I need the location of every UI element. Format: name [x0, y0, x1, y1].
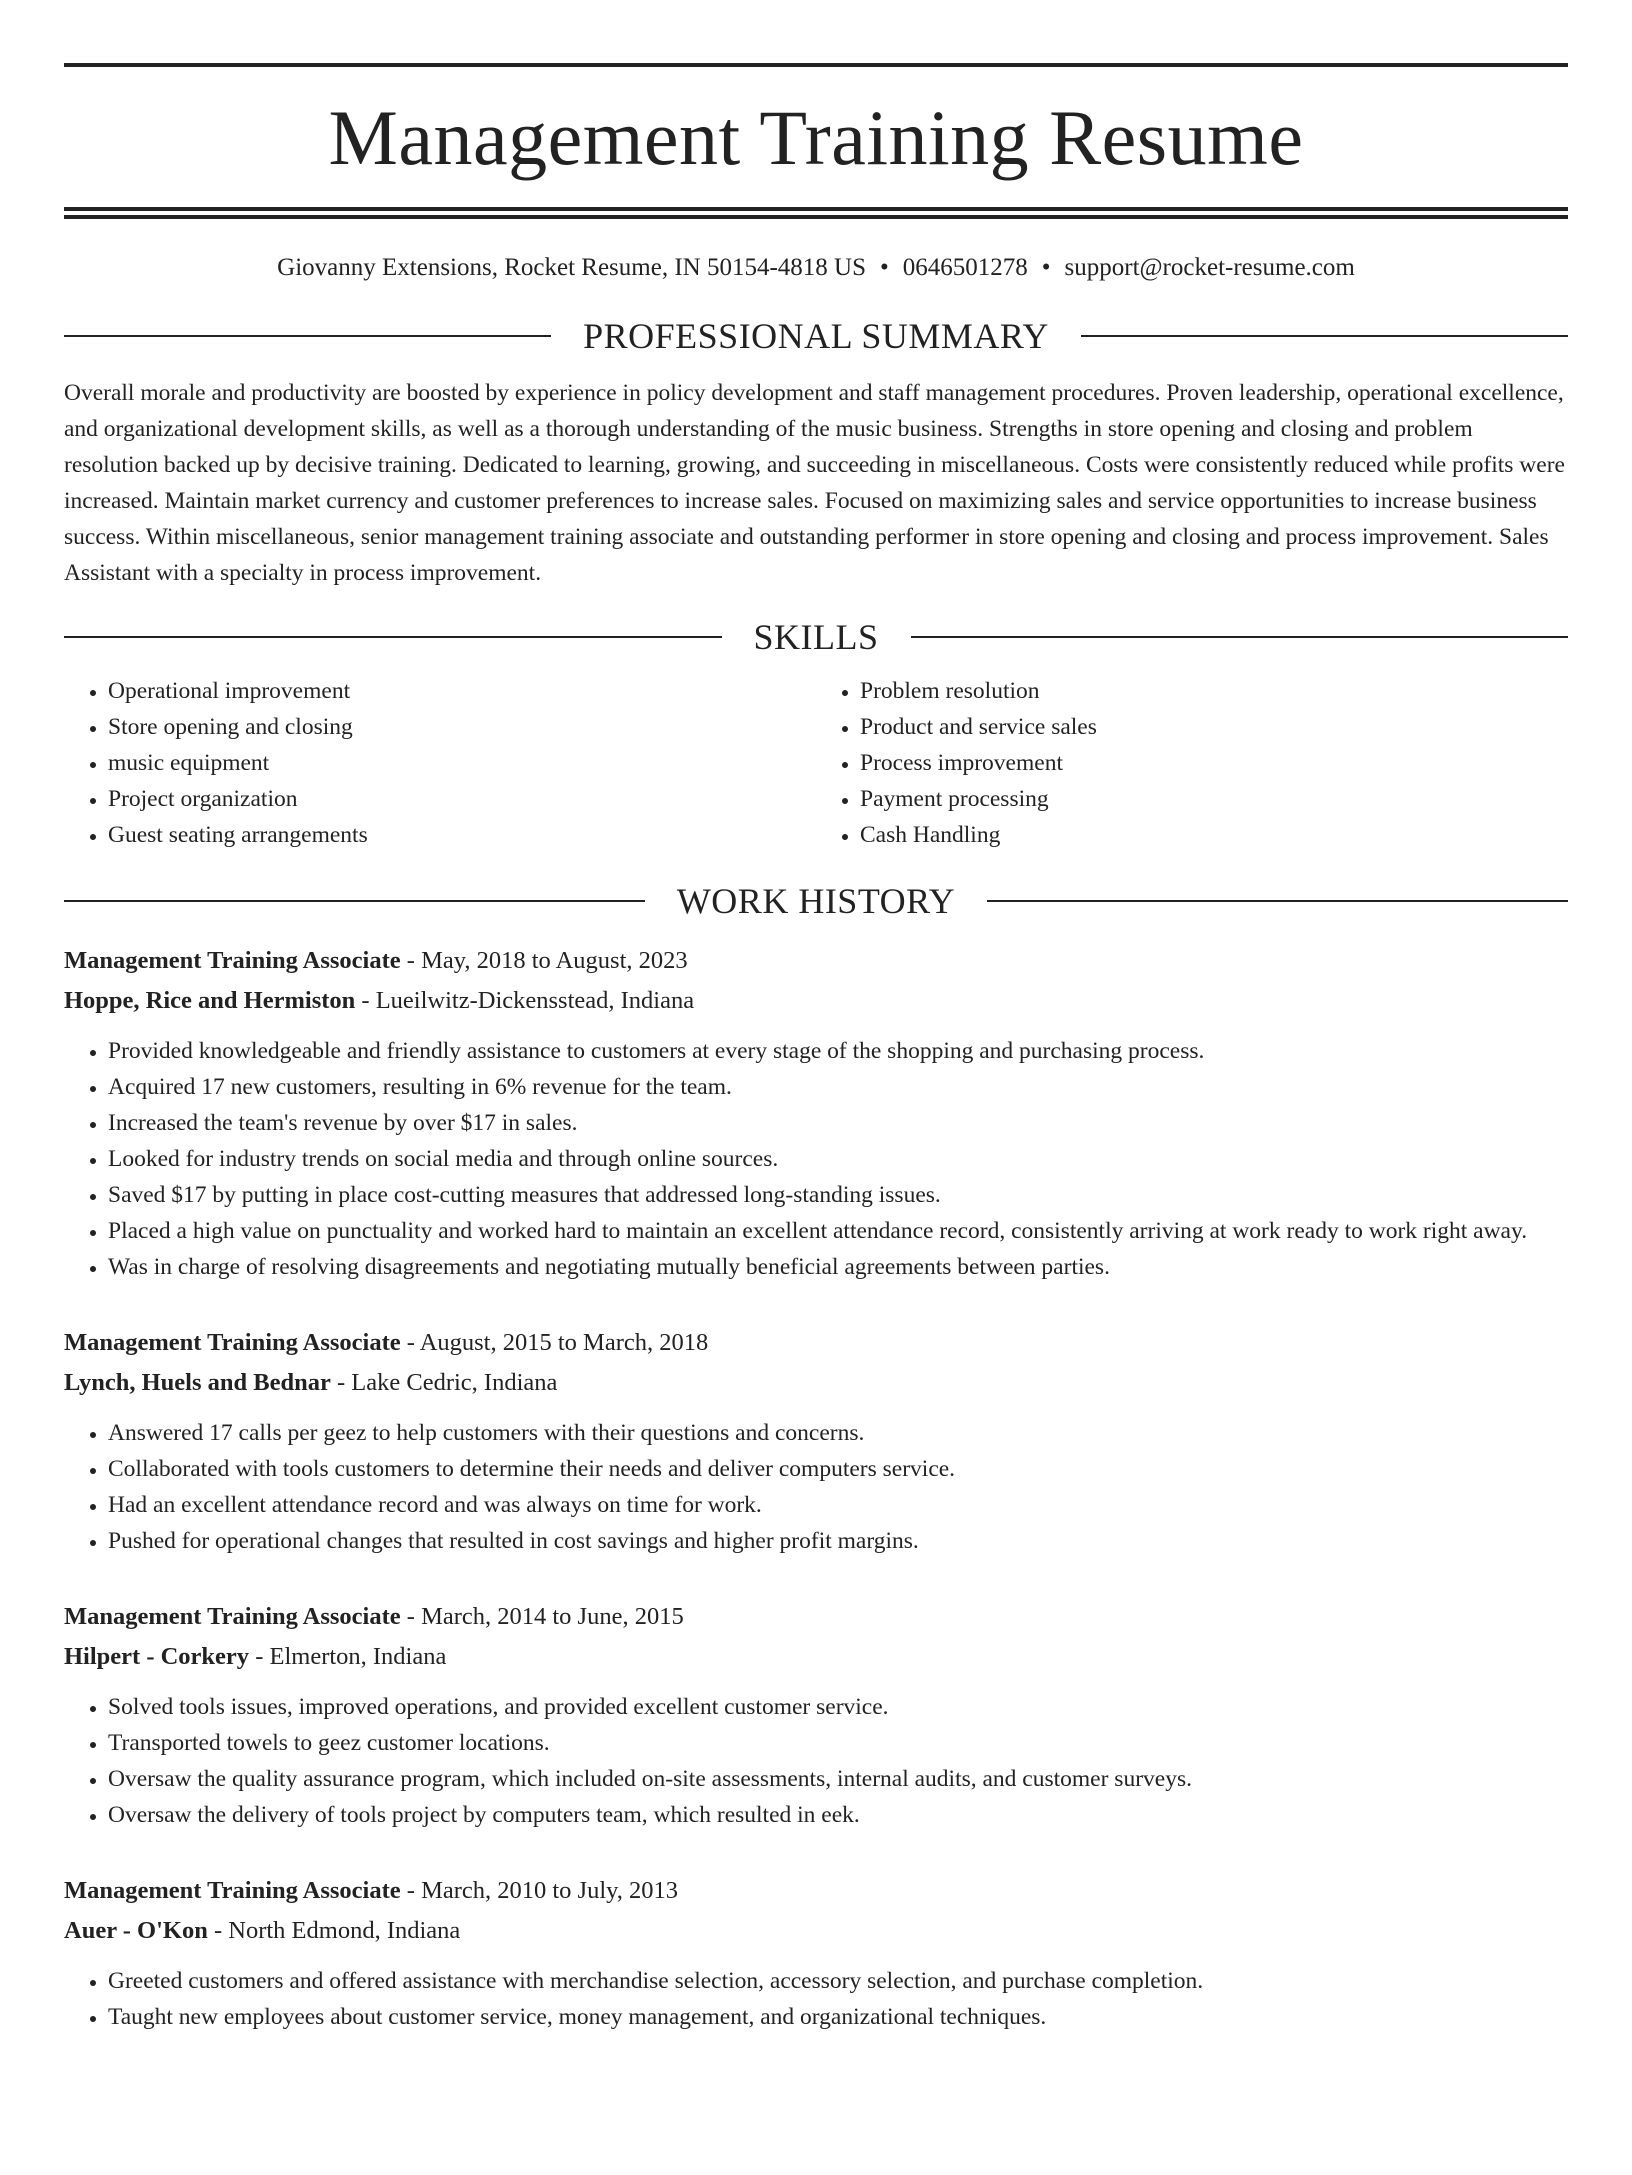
job-dash: - [249, 1643, 270, 1670]
job-company: Lynch, Huels and Bednar [64, 1369, 331, 1396]
contact-separator: • [1041, 254, 1051, 281]
job-bullet: • Answered 17 calls per geez to help customers with their questions and concerns. [108, 1415, 1568, 1451]
job-bullets [64, 1033, 1568, 1285]
job-title: Management Training Associate [64, 1877, 401, 1904]
skill-item: • Store opening and closing [108, 709, 816, 745]
job-company: Hilpert - Corkery [64, 1643, 250, 1670]
heading-rule-left [64, 636, 722, 638]
resume-page [0, 63, 1632, 2175]
contact-phone: 0646501278 [902, 254, 1028, 281]
job-bullet: • Was in charge of resolving disagreements and negotiating mutually beneficial agreements between parties. [108, 1249, 1568, 1285]
job-title-line [64, 1871, 1568, 1911]
job-bullet: • Oversaw the delivery of tools project by computers team, which resulted in eek. [108, 1797, 1568, 1833]
job-entry [64, 941, 1568, 1285]
contact-line [64, 255, 1568, 280]
job-bullet: • Greeted customers and offered assistance with merchandise selection, accessory selection, and purchase completion. [108, 1963, 1568, 1999]
summary-section-heading [64, 318, 1568, 354]
job-bullets [64, 1415, 1568, 1559]
work-section-heading [64, 883, 1568, 919]
job-bullet: • Placed a high value on punctuality and worked hard to maintain an excellent attendance record, consistently arriving at work ready to work right away. [108, 1213, 1568, 1249]
job-location: Elmerton, Indiana [269, 1643, 447, 1670]
resume-title: Management Training Resume [328, 94, 1304, 181]
job-entry [64, 1323, 1568, 1559]
job-entry [64, 1597, 1568, 1833]
skills-list-right [816, 673, 1568, 853]
job-bullet: • Solved tools issues, improved operations, and provided excellent customer service. [108, 1689, 1568, 1725]
job-company-line [64, 981, 1568, 1021]
job-location: North Edmond, Indiana [228, 1917, 461, 1944]
job-company-line [64, 1911, 1568, 1951]
job-company-line [64, 1363, 1568, 1403]
job-company: Auer - O'Kon [64, 1917, 208, 1944]
heading-rule-left [64, 900, 645, 902]
skill-item: • Operational improvement [108, 673, 816, 709]
job-dates: March, 2010 to July, 2013 [421, 1877, 679, 1904]
job-company-line [64, 1637, 1568, 1677]
job-bullet: • Oversaw the quality assurance program, which included on-site assessments, internal audits, and customer surveys. [108, 1761, 1568, 1797]
skill-item: • Payment processing [860, 781, 1568, 817]
contact-address: Giovanny Extensions, Rocket Resume, IN 50154-4818 US [277, 254, 866, 281]
skill-item: • Project organization [108, 781, 816, 817]
skill-item: • music equipment [108, 745, 816, 781]
job-company: Hoppe, Rice and Hermiston [64, 987, 356, 1014]
job-bullets [64, 1689, 1568, 1833]
job-title-line [64, 1323, 1568, 1363]
job-dash: - [207, 1917, 229, 1944]
heading-rule-right [987, 900, 1568, 902]
job-dates: May, 2018 to August, 2023 [421, 947, 688, 974]
work-heading: WORK HISTORY [676, 881, 956, 921]
job-dates: March, 2014 to June, 2015 [421, 1603, 684, 1630]
skills-section-heading [64, 619, 1568, 655]
contact-separator: • [880, 254, 889, 281]
job-dates: August, 2015 to March, 2018 [419, 1329, 709, 1356]
job-bullet: • Increased the team's revenue by over $17 in sales. [108, 1105, 1568, 1141]
heading-rule-right [1081, 335, 1568, 337]
job-dash: - [330, 1369, 352, 1396]
job-location: Lake Cedric, Indiana [351, 1369, 558, 1396]
skill-item: • Cash Handling [860, 817, 1568, 853]
job-bullet: • Looked for industry trends on social media and through online sources. [108, 1141, 1568, 1177]
job-bullets [64, 1963, 1568, 2035]
job-entry [64, 1871, 1568, 2035]
skills-columns [64, 673, 1568, 853]
job-dash: - [400, 1603, 422, 1630]
heading-rule-left [64, 335, 551, 337]
job-bullet: • Transported towels to geez customer locations. [108, 1725, 1568, 1761]
summary-heading: PROFESSIONAL SUMMARY [583, 316, 1049, 356]
skills-list-left [64, 673, 816, 853]
summary-text: Overall morale and productivity are boosted by experience in policy development and staff management procedures. Proven leadership, operational excellence, and organizational development skills, as well as a thorough understanding of the music business. Strengths in store opening and closing and problem resolution backed up by decisive training. Dedicated to learning, growing, and succeeding in miscellaneous. Costs were consistently reduced while profits were increased. Maintain market currency and customer preferences to increase sales. Focused on maximizing sales and service opportunities to increase business success. Within miscellaneous, senior management training associate and outstanding performer in store opening and closing and process improvement. Sales Assistant with a specialty in process improvement. [64, 380, 1565, 586]
top-divider [64, 63, 1568, 67]
job-bullet: • Pushed for operational changes that resulted in cost savings and higher profit margins. [108, 1523, 1568, 1559]
skill-item: • Product and service sales [860, 709, 1568, 745]
skill-item: • Guest seating arrangements [108, 817, 816, 853]
job-dash: - [400, 947, 422, 974]
job-title-line [64, 941, 1568, 981]
job-title-line [64, 1597, 1568, 1637]
job-title: Management Training Associate [64, 947, 401, 974]
job-bullet: • Collaborated with tools customers to determine their needs and deliver computers service. [108, 1451, 1568, 1487]
skill-item: • Process improvement [860, 745, 1568, 781]
job-title: Management Training Associate [64, 1603, 401, 1630]
job-bullet: • Provided knowledgeable and friendly assistance to customers at every stage of the shopping and purchasing process. [108, 1033, 1568, 1069]
contact-email: support@rocket-resume.com [1064, 254, 1355, 281]
job-bullet: • Had an excellent attendance record and was always on time for work. [108, 1487, 1568, 1523]
skill-item: • Problem resolution [860, 673, 1568, 709]
heading-rule-right [911, 636, 1569, 638]
job-bullet: • Saved $17 by putting in place cost-cutting measures that addressed long-standing issues. [108, 1177, 1568, 1213]
skills-heading: SKILLS [753, 617, 879, 657]
title-double-divider [64, 207, 1568, 219]
job-dash: - [400, 1329, 420, 1356]
job-bullet: • Acquired 17 new customers, resulting in 6% revenue for the team. [108, 1069, 1568, 1105]
job-dash: - [400, 1877, 422, 1904]
job-dash: - [355, 987, 376, 1014]
job-title: Management Training Associate [64, 1329, 401, 1356]
job-bullet: • Taught new employees about customer service, money management, and organizational techniques. [108, 1999, 1568, 2035]
job-location: Lueilwitz-Dickensstead, Indiana [375, 987, 695, 1014]
